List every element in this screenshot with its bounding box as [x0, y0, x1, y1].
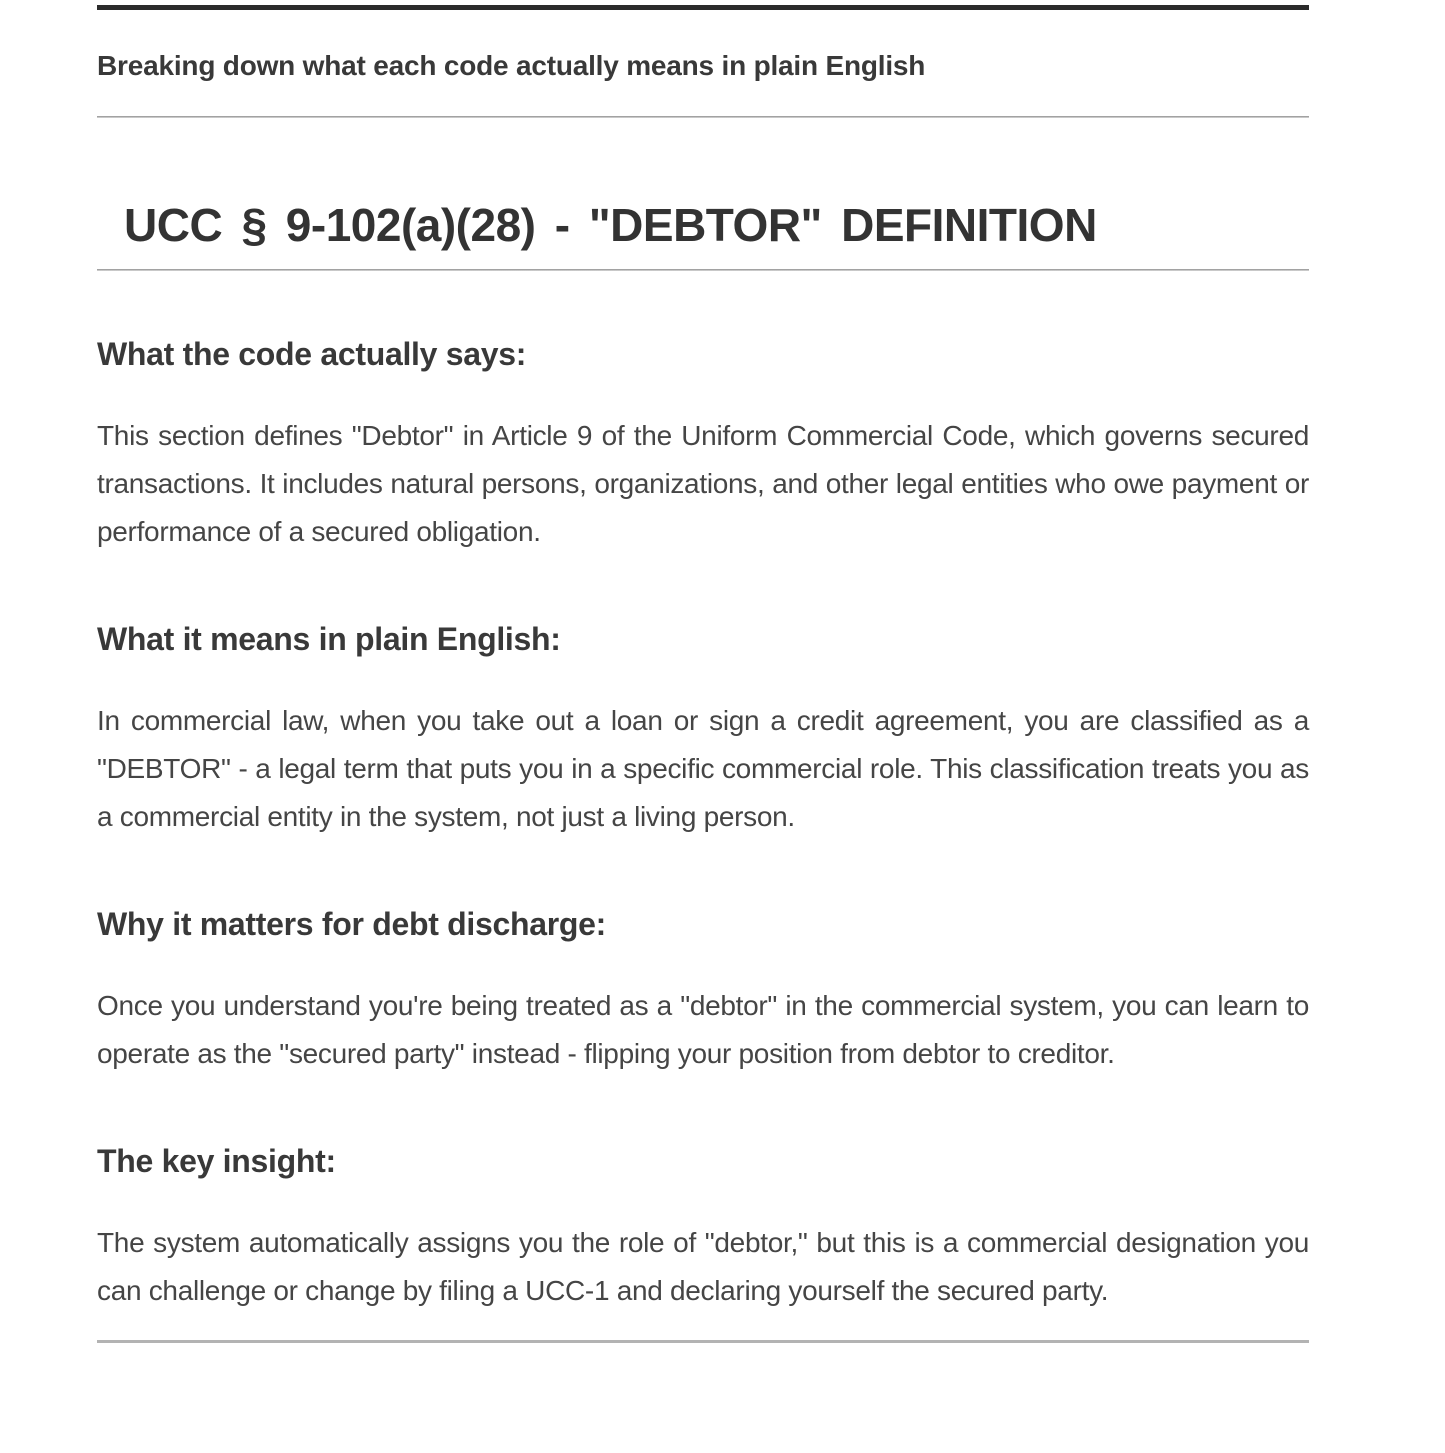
section-paragraph-key-insight: The system automatically assigns you the role of "debtor," but this is a commercial designation you can challenge or change by filing a UCC-1 and declaring yourself the secured party.: [97, 1227, 1309, 1306]
divider-after-title: [97, 269, 1309, 271]
section-key-insight: [97, 1140, 1309, 1315]
section-paragraph-what-the-code-says: This section defines "Debtor" in Article 9 of the Uniform Commercial Code, which governs secured transactions. It includes natural persons, organizations, and other legal entities who owe payment or performance of a secured obligation.: [97, 420, 1309, 547]
document-subtitle: Breaking down what each code actually means in plain English: [97, 50, 926, 81]
section-heading-why-it-matters: Why it matters for debt discharge:: [97, 906, 606, 942]
divider-after-subtitle: [97, 116, 1309, 118]
section-why-it-matters: [97, 903, 1309, 1078]
section-heading-what-the-code-says: What the code actually says:: [97, 336, 527, 372]
section-paragraph-plain-english: In commercial law, when you take out a loan or sign a credit agreement, you are classified as a "DEBTOR" - a legal term that puts you in a specific commercial role. This classification treats you as a commercial entity in the system, not just a living person.: [97, 705, 1309, 832]
section-heading-key-insight: The key insight:: [97, 1143, 336, 1179]
section-paragraph-why-it-matters: Once you understand you're being treated as a "debtor" in the commercial system, you can learn to operate as the "secured party" instead - flipping your position from debtor to creditor.: [97, 990, 1309, 1069]
section-plain-english: [97, 618, 1309, 841]
document-title: UCC § 9-102(a)(28) - "DEBTOR" DEFINITION: [124, 199, 1097, 251]
section-heading-plain-english: What it means in plain English:: [97, 621, 561, 657]
section-what-the-code-says: [97, 333, 1309, 556]
document: [97, 5, 1309, 1343]
bottom-rule: [97, 1340, 1309, 1343]
top-rule: [97, 5, 1309, 10]
